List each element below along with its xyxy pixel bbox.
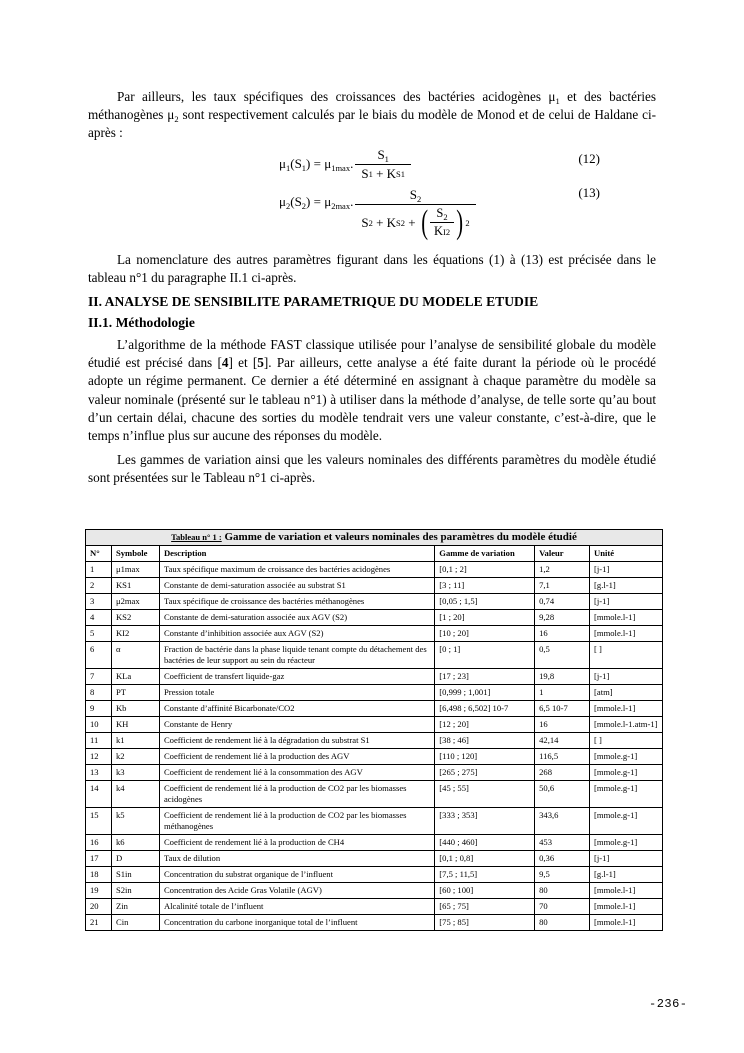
cell-symbol: S1in [111, 867, 159, 883]
cell-number: 20 [86, 899, 112, 915]
section-title: II. ANALYSE DE SENSIBILITE PARAMETRIQUE DU MODELE ETUDIE [88, 294, 539, 310]
table-row [86, 626, 663, 642]
cell-symbol: k1 [111, 733, 159, 749]
table-row [86, 717, 663, 733]
table-row [86, 899, 663, 915]
table-header-row [86, 546, 663, 562]
cell-number: 2 [86, 578, 112, 594]
cell-number: 10 [86, 717, 112, 733]
cell-value: 453 [535, 835, 590, 851]
cell-number: 16 [86, 835, 112, 851]
table-row [86, 642, 663, 669]
table-row [86, 669, 663, 685]
cell-range: [265 ; 275] [435, 765, 535, 781]
cell-value: 268 [535, 765, 590, 781]
header-cell: Unité [590, 546, 663, 562]
cell-unit: [j-1] [590, 669, 663, 685]
cell-value: 343,6 [535, 808, 590, 835]
table-row [86, 808, 663, 835]
cell-value: 0,74 [535, 594, 590, 610]
cell-symbol: D [111, 851, 159, 867]
cell-number: 14 [86, 781, 112, 808]
cell-number: 15 [86, 808, 112, 835]
cell-range: [60 ; 100] [435, 883, 535, 899]
table-row [86, 685, 663, 701]
cell-number: 3 [86, 594, 112, 610]
cell-description: Coefficient de rendement lié à la dégradation du substrat S1 [159, 733, 434, 749]
cell-value: 0,5 [535, 642, 590, 669]
cell-description: Coefficient de transfert liquide-gaz [159, 669, 434, 685]
cell-range: [45 ; 55] [435, 781, 535, 808]
parameter-table [85, 529, 663, 931]
table-caption-text: Gamme de variation et valeurs nominales des paramètres du modèle étudié [224, 531, 577, 543]
cell-range: [3 ; 11] [435, 578, 535, 594]
cell-value: 50,6 [535, 781, 590, 808]
cell-unit: [mmole.g-1] [590, 765, 663, 781]
cell-unit: [mmole.l-1] [590, 915, 663, 931]
table-row [86, 883, 663, 899]
table-caption-prefix: Tableau n° 1 : [171, 532, 222, 542]
header-cell: Description [159, 546, 434, 562]
cell-symbol: Zin [111, 899, 159, 915]
cell-unit: [g.l-1] [590, 867, 663, 883]
cell-unit: [j-1] [590, 851, 663, 867]
cell-range: [110 ; 120] [435, 749, 535, 765]
cell-value: 9,28 [535, 610, 590, 626]
table-row [86, 594, 663, 610]
cell-symbol: KS2 [111, 610, 159, 626]
cell-description: Taux de dilution [159, 851, 434, 867]
paragraph-table-intro: Les gammes de variation ainsi que les valeurs nominales des différents paramètres du modèle étudié sont présentées sur le Tableau n°1 ci-après. [88, 452, 656, 486]
cell-number: 1 [86, 562, 112, 578]
cell-number: 9 [86, 701, 112, 717]
cell-description: Coefficient de rendement lié à la production de CO2 par les biomasses méthanogènes [159, 808, 434, 835]
cell-symbol: KS1 [111, 578, 159, 594]
cell-range: [333 ; 353] [435, 808, 535, 835]
cell-symbol: Kb [111, 701, 159, 717]
table-row [86, 765, 663, 781]
cell-value: 9,5 [535, 867, 590, 883]
cell-range: [17 ; 23] [435, 669, 535, 685]
cell-range: [0,1 ; 0,8] [435, 851, 535, 867]
cell-symbol: k5 [111, 808, 159, 835]
cell-range: [75 ; 85] [435, 915, 535, 931]
header-cell: Valeur [535, 546, 590, 562]
cell-symbol: KLa [111, 669, 159, 685]
cell-value: 80 [535, 883, 590, 899]
cell-symbol: Cin [111, 915, 159, 931]
cell-number: 19 [86, 883, 112, 899]
cell-symbol: S2in [111, 883, 159, 899]
cell-symbol: α [111, 642, 159, 669]
cell-unit: [g.l-1] [590, 578, 663, 594]
cell-description: Constante de demi-saturation associée aux AGV (S2) [159, 610, 434, 626]
cell-symbol: k4 [111, 781, 159, 808]
table-row [86, 851, 663, 867]
cell-range: [0,1 ; 2] [435, 562, 535, 578]
cell-unit: [mmole.l-1] [590, 899, 663, 915]
cell-number: 11 [86, 733, 112, 749]
cell-number: 12 [86, 749, 112, 765]
cell-unit: [mmole.l-1] [590, 701, 663, 717]
cell-symbol: k2 [111, 749, 159, 765]
cell-value: 6,5 10-7 [535, 701, 590, 717]
table-row [86, 781, 663, 808]
cell-range: [7,5 ; 11,5] [435, 867, 535, 883]
equation-12: $\mu_1(S_1) = \mu_{1max}$. $S_1$ S 1 + K S1 (12) [279, 146, 600, 181]
equation-12-number: (12) [578, 150, 600, 166]
cell-description: Coefficient de rendement lié à la production de CH4 [159, 835, 434, 851]
page-number: -236- [649, 997, 688, 1011]
cell-unit: [mmole.g-1] [590, 835, 663, 851]
cell-number: 5 [86, 626, 112, 642]
cell-unit: [mmole.l-1] [590, 883, 663, 899]
cell-range: [0 ; 1] [435, 642, 535, 669]
table-row [86, 701, 663, 717]
cell-description: Constante d’affinité Bicarbonate/CO2 [159, 701, 434, 717]
cell-number: 6 [86, 642, 112, 669]
cell-value: 80 [535, 915, 590, 931]
table-row [86, 578, 663, 594]
cell-description: Fraction de bactérie dans la phase liquide tenant compte du détachement des bactéries de leur support au sein du réacteur [159, 642, 434, 669]
cell-symbol: KI2 [111, 626, 159, 642]
cell-number: 8 [86, 685, 112, 701]
table-caption [86, 530, 663, 546]
cell-value: 16 [535, 626, 590, 642]
cell-symbol: KH [111, 717, 159, 733]
cell-description: Concentration des Acide Gras Volatile (AGV) [159, 883, 434, 899]
cell-unit: [ ] [590, 733, 663, 749]
cell-value: 16 [535, 717, 590, 733]
cell-unit: [mmole.l-1] [590, 626, 663, 642]
cell-description: Coefficient de rendement lié à la consommation des AGV [159, 765, 434, 781]
header-cell: Gamme de variation [435, 546, 535, 562]
cell-value: 0,36 [535, 851, 590, 867]
cell-symbol: k3 [111, 765, 159, 781]
cell-value: 1 [535, 685, 590, 701]
paragraph-nomenclature: La nomenclature des autres paramètres figurant dans les équations (1) à (13) est précisée dans le tableau n°1 du paragraphe II.1 ci-après. [88, 251, 656, 285]
cell-description: Concentration du carbone inorganique total de l’influent [159, 915, 434, 931]
cell-value: 19,8 [535, 669, 590, 685]
cell-value: 42,14 [535, 733, 590, 749]
cell-unit: [atm] [590, 685, 663, 701]
cell-symbol: k6 [111, 835, 159, 851]
header-cell: Symbole [111, 546, 159, 562]
cell-description: Pression totale [159, 685, 434, 701]
cell-value: 7,1 [535, 578, 590, 594]
cell-symbol: μ1max [111, 562, 159, 578]
cell-unit: [mmole.g-1] [590, 781, 663, 808]
cell-symbol: PT [111, 685, 159, 701]
cell-description: Constante de Henry [159, 717, 434, 733]
cell-description: Taux spécifique de croissance des bactéries méthanogènes [159, 594, 434, 610]
table-row [86, 867, 663, 883]
paragraph-monod-haldane: Par ailleurs, les taux spécifiques des croissances des bactéries acidogènes $\mu_1$ et des bactéries méthanogènes $\mu_2$ sont respectivement calculés par le biais du modèle de Monod et de celui de Haldane ci-après : [88, 89, 657, 141]
equation-13: $\mu_2(S_2) = \mu_{2max}$. $S_2$ S 2 + K S2 + ( $S_2$ K I2 ) 2 (13) [279, 184, 600, 241]
cell-description: Constante de demi-saturation associée au substrat S1 [159, 578, 434, 594]
paragraph-methodology: L’algorithme de la méthode FAST classique utilisée pour l’analyse de sensibilité globale du modèle étudié est précisé dans [4] et [5]. Par ailleurs, cette analyse a été faite durant la période où le procédé adopte un régime permanent. Ce dernier a été déterminé en assignant à chaque paramètre du modèle sa valeur nominale (présenté sur le tableau n°1) à utiliser dans la méthode d’analyse, de telle sorte qu’au bout d’un certain délai, chacune des sorties du modèle tendrait vers une valeur constante, c’est-à-dire, que le temps n’influe plus sur aucune des réponses du modèle. [88, 337, 656, 444]
cell-value: 116,5 [535, 749, 590, 765]
cell-unit: [mmole.g-1] [590, 808, 663, 835]
cell-unit: [mmole.l-1] [590, 610, 663, 626]
cell-range: [0,05 ; 1,5] [435, 594, 535, 610]
cell-unit: [j-1] [590, 594, 663, 610]
cell-description: Coefficient de rendement lié à la production des AGV [159, 749, 434, 765]
cell-unit: [mmole.l-1.atm-1] [590, 717, 663, 733]
header-cell: N° [86, 546, 112, 562]
table-row [86, 562, 663, 578]
table-body [86, 562, 663, 931]
cell-unit: [j-1] [590, 562, 663, 578]
equation-13-number: (13) [578, 184, 600, 200]
table-row [86, 749, 663, 765]
cell-value: 70 [535, 899, 590, 915]
cell-number: 13 [86, 765, 112, 781]
cell-description: Constante d’inhibition associée aux AGV (S2) [159, 626, 434, 642]
subsection-title: II.1. Méthodologie [88, 315, 195, 331]
cell-range: [12 ; 20] [435, 717, 535, 733]
cell-number: 7 [86, 669, 112, 685]
table-row [86, 610, 663, 626]
cell-unit: [ ] [590, 642, 663, 669]
page-body [88, 88, 656, 488]
cell-range: [0,999 ; 1,001] [435, 685, 535, 701]
table-row [86, 733, 663, 749]
cell-range: [1 ; 20] [435, 610, 535, 626]
cell-description: Alcalinité totale de l’influent [159, 899, 434, 915]
cell-range: [6,498 ; 6,502] 10-7 [435, 701, 535, 717]
cell-description: Taux spécifique maximum de croissance des bactéries acidogènes [159, 562, 434, 578]
cell-unit: [mmole.g-1] [590, 749, 663, 765]
cell-range: [65 ; 75] [435, 899, 535, 915]
cell-description: Coefficient de rendement lié à la production de CO2 par les biomasses acidogènes [159, 781, 434, 808]
cell-number: 17 [86, 851, 112, 867]
cell-value: 1,2 [535, 562, 590, 578]
table-row [86, 835, 663, 851]
cell-range: [38 ; 46] [435, 733, 535, 749]
table-row [86, 915, 663, 931]
cell-description: Concentration du substrat organique de l’influent [159, 867, 434, 883]
cell-number: 4 [86, 610, 112, 626]
cell-range: [10 ; 20] [435, 626, 535, 642]
cell-symbol: μ2max [111, 594, 159, 610]
cell-range: [440 ; 460] [435, 835, 535, 851]
cell-number: 21 [86, 915, 112, 931]
cell-number: 18 [86, 867, 112, 883]
